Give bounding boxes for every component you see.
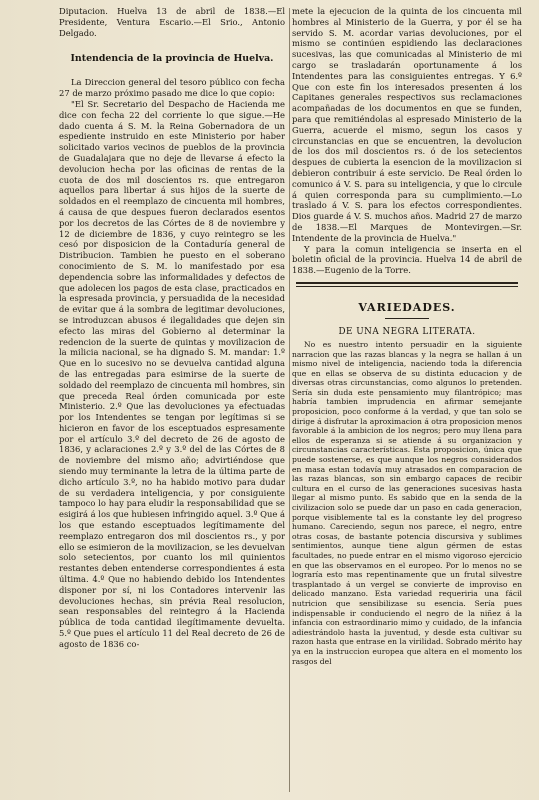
section-heading-intendencia: Intendencia de la provincia de Huelva. [70, 53, 274, 65]
column-divider [289, 8, 290, 792]
left-column [59, 6, 285, 796]
diputacion-signature: Diputacion. Huelva 13 de abril de 1838.—El Presidente, Ventura Escario.—El Srio., Antonio Delgado. [59, 6, 285, 38]
paragraph: No es nuestro intento persuadir en la siguiente narracion que las razas blancas y la negra se hallan á un mismo nivel de inteligencia, naciendo toda la diferencia que en ellas se observa de su distinta educacion y de diversas otras circunstancias, como algunos lo pretenden. Sería sin duda este pensamiento muy filantrópico; mas habría tambien imprudencia en afirmar semejante proposicion, poco conforme á la verdad, y que tan solo se dirige á disfrutar la aproximacion á otra proposicion menos favorable á la ambicion de los negros; pero muy llena para ellos de esperanza si se atiende á su organizacion y circunstancias características. Esta proposicion, única que puede sostenerse, es que aunque los negros considerados en masa estan todavía muy atrasados en comparacion de las razas blancas, son sin embargo capaces de recibir cultura en el curso de las generaciones sucesivas hasta llegar al mismo punto. Es sabido que en la senda de la civilizacion solo se puede dar un paso en cada generacion, porque visiblemente tal es la constante ley del progreso humano. Careciendo, segun nos parece, el negro, entre otras cosas, de bastante potencia discursiva y sublimes sentimientos, aunque tiene algun gérmen de estas facultades, no puede entrar en el mismo vigoroso ejercicio en que las observamos en el europeo. Por lo menos no se lograría esto mas repentinamente que un frutal silvestre trasplantado á un vergel se convierte de improviso en delicado manzano. Esta variedad requeriria una fácil nutricion que sensibilizase su esencia. Sería pues indispensable ir conduciendo el negro de la niñez á la infancia con estraordinario mimo y cuidado, de la infancia adiestrándolo hasta la juventud, y desde esta cultivar su razon hasta que entrase en la virilidad. Sobrado mérito hay ya en la instruccion europea que altera en el momento los rasgos del [292, 339, 522, 666]
article-body [292, 340, 522, 666]
short-rule [385, 318, 429, 319]
section-title-variedades: VARIEDADES. [358, 300, 456, 314]
paragraph: Y para la comun inteligencia se inserta en el boletin oficial de la provincia. Huelva 14 de abril de 1838.—Eugenio de la Torre. [292, 243, 522, 276]
double-rule-divider [296, 282, 518, 287]
paragraph: La Direccion general del tesoro público con fecha 27 de marzo próximo pasado me dice lo que copio: [59, 77, 285, 99]
right-column [292, 6, 522, 796]
paragraph: "El Sr. Secretario del Despacho de Hacienda me dice con fecha 22 del corriente lo que sigue.—He dado cuenta á S. M. la Reina Gobernadora de un espediente instruido en este Ministerio por haber solicitado varios vecinos de pueblos de la provincia de Guadalajara que no deje de llevarse á efecto la devolucion hecha por las oficinas de rentas de la cuota de dos mil doscientos rs. que entregaron aquellos para libertar á sus hijos de la suerte de soldados en el reemplazo de cincuenta mil hombres, á causa de que despues fueron declarados esentos por los decretos de las Córtes de 8 de noviembre y 12 de diciembre de 1836, y cuyo reintegro se les cesó por disposicion de la Contaduría general de Distribucion. Tambien he puesto en el soberano conocimiento de S. M. lo manifestado por esa dependencia sobre las informalidades y defectos de que adolecen los pagos de esta clase, practicados en la espresada provincia, y persuadida de la necesidad de evitar que á la sombra de legitimar devoluciones, se introduzcan abusos é ilegalidades que dejen sin efecto las miras del Gobierno al determinar la redencion de la suerte de quintas y movilizacion de la milicia nacional, se ha dignado S. M. mandar: 1.º Que en lo sucesivo no se devuelva cantidad alguna de las entregadas para esimirse de la suerte de soldado del reemplazo de cincuenta mil hombres, sin que preceda Real órden comunicada por este Ministerio. 2.º Que las devoluciones ya efectuadas por los Intendentes se tengan por legítimas si se hicieron en favor de los esceptuados espresamente por el artículo 3.º del decreto de 26 de agosto de 1836, y aclaraciones 2.º y 3.º del de las Córtes de 8 de noviembre del mismo año; advirtiéndose que siendo muy terminante la letra de la última parte de dicho artículo 3.º, no ha habido motivo para dudar de su verdadera inteligencia, y por consiguiente tampoco lo hay para eludir la responsabilidad que se esigirá á los que hubiesen infringido aquel. 3.º Que á los que estando esceptuados legítimamente del reemplazo entregaron dos mil doscientos rs., y por ello se esimieron de la movilizacion, se les devuelvan solo setecientos, por cuanto los mil quinientos restantes deben entenderse correspondientes á esta última. 4.º Que no habiendo debido los Intendentes disponer por sí, ni los Contadores intervenir las devoluciones hechas, sin prévia Real resolucion, sean responsables del reintegro á la Hacienda pública de toda cantidad ilegítimamente devuelta. 5.º Que pues el artículo 11 del Real decreto de 26 de agosto de 1836 co- [59, 98, 285, 649]
article-title: DE UNA NEGRA LITERATA. [338, 326, 476, 337]
paragraph: mete la ejecucion de la quinta de los cincuenta mil hombres al Ministerio de la Guerra, y por él se ha servido S. M. acordar varias devoluciones, por el mismo se continúen espidiendo las declaraciones sucesivas, las que comunicadas al Ministerio de mi cargo se trasladarán oportunamente á los Intendentes para las consiguientes entregas. Y 6.º Que con este fin los interesados presenten á los Capitanes generales respectivos sus reclamaciones acompañadas de los documentos en que se funden, para que remitiéndolas al espresado Ministerio de la Guerra, acuerde el mismo, segun los casos y circunstancias en que se encuentren, la devolucion de los dos mil doscientos rs. ó de los setecientos despues de cubierta la esencion de la movilizacion si debieron contribuir á este servicio. De Real órden lo comunico á V. S. para su inteligencia, y que lo circule á quien corresponda para su cumplimiento.—Lo traslado á V. S. para los efectos correspondientes. Dios guarde á V. S. muchos años. Madrid 27 de marzo de 1838.—El Marques de Montevirgen.—Sr. Intendente de la provincia de Huelva." [292, 6, 522, 243]
